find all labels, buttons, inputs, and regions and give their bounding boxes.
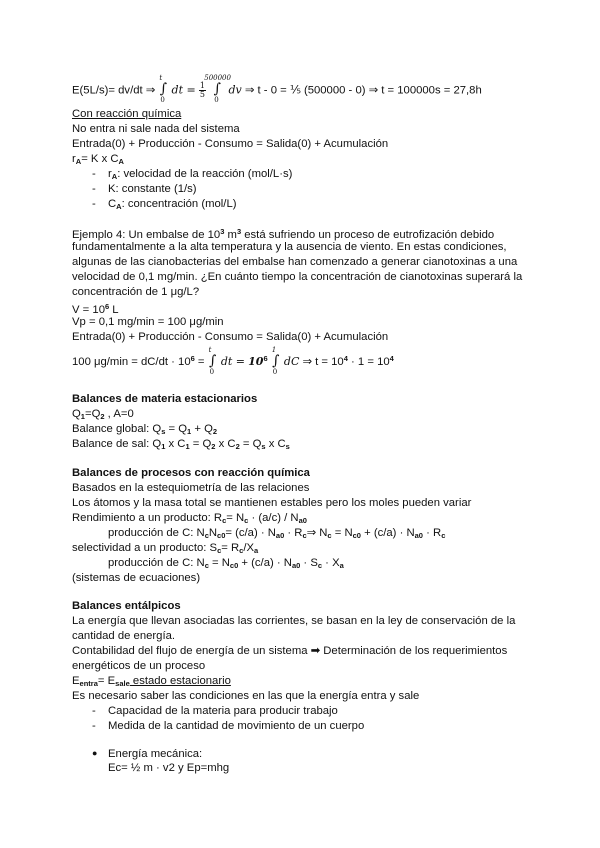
example-text: concentración de 1 μg/L? [72, 286, 200, 298]
text-line: (sistemas de ecuaciones) [72, 572, 201, 584]
example-text: velocidad de 0,1 mg/min. ¿En cuánto tiempo la concentración de cianotoxinas superará la [72, 271, 523, 283]
fraction: $\frac{1}{5}$ [199, 81, 205, 99]
section-heading-enthalpy: Balances entálpicos [72, 600, 181, 612]
selectivity-equation: selectividad a un producto: $S_c= R_c/X_a$ [72, 542, 259, 555]
integral-symbol: ∫ t 0 [159, 74, 168, 105]
production-equation: producción de C: $N_c = N_{c0} + (c/a) \cdot N_{a0} \cdot S_c \cdot X_a$ [108, 557, 344, 570]
text-line: cantidad de energía. [72, 630, 176, 642]
example-text: fundamentalmente a la alta temperatura y la ausencia de viento. En estas condiciones, [72, 241, 507, 253]
production-equation: producción de C: $N_cN_{c0}= (c/a) \cdot N_{a0}$ · $R_c\Rightarrow$ $N_c = N_{c0} + (c/a) \cdot N_{a0} \cdot R_c$ [108, 527, 446, 540]
list-item: - Medida de la cantidad de movimiento de un cuerpo [92, 720, 365, 732]
balance-equation: Entrada(0) + Producción - Consumo = Salida(0) + Acumulación [72, 331, 389, 343]
yield-equation: Rendimiento a un producto: $R_c= N_c \cdot (a/c) / N_{a0}$ [72, 512, 307, 525]
rate-equation: $r_A= K$ x $C_A$ [72, 153, 124, 166]
text-line: Basados en la estequiometría de las relaciones [72, 482, 310, 494]
section-heading-chemical: Balances de procesos con reacción química [72, 467, 310, 479]
text-line: La energía que llevan asociadas las corrientes, se basan en la ley de conservación de la [72, 615, 516, 627]
volume-line: $V = 10^6$ L [72, 302, 119, 316]
text-line: Contabilidad del flujo de energía de un sistema ➡ Determinación de los requerimientos [72, 645, 508, 657]
example-text: Ejemplo 4: Un embalse de $10^3$ $m^3$ está sufriendo un proceso de eutrofización debido [72, 227, 495, 241]
flow-equality: $Q_1=Q_2$ , A=0 [72, 408, 134, 421]
integral-symbol: ∫ 1 0 [271, 346, 280, 376]
integral-symbol: ∫ 500000 0 [204, 74, 231, 105]
example-text: algunas de las cianobacterias del embalse han comenzado a generar cianotoxinas a una [72, 256, 518, 268]
text-line: No entra ni sale nada del sistema [72, 123, 240, 135]
global-balance: Balance global: $Q_s = Q_1 + Q_2$ [72, 423, 218, 436]
equation-e5ls: E(5L/s)= dv/dt ⇒ ∫ t 0 dt = $\frac{1}{5}$ ∫ 500000 0 dv ⇒ t - 0 = ⅕ (500000 - 0) ⇒ t = 100000s = 27,8h [72, 74, 482, 105]
energy-equation: $E_{entra}= E_{sale}$ estado estacionario [72, 675, 231, 688]
balance-equation: Entrada(0) + Producción - Consumo = Salida(0) + Acumulación [72, 138, 389, 150]
mechanical-energy-formula: Ec= ½ m · v2 y Ep=mhg [108, 762, 230, 774]
section-heading-stationary: Balances de materia estacionarios [72, 393, 258, 405]
vp-line: Vp = 0,1 mg/min = 100 μg/min [72, 316, 224, 328]
text-line: Es necesario saber las condiciones en las que la energía entra y sale [72, 690, 420, 702]
text-line: Los átomos y la masa total se mantienen estables pero los moles pueden variar [72, 497, 472, 509]
list-item: - $r_A$: velocidad de la reacción (mol/L·s) [92, 168, 293, 181]
bullet-item: ● Energía mecánica: [92, 748, 203, 760]
calc-equation: 100 $\mu g/\min = dC/dt \cdot 10^6$ = ∫ t 0 dt = $10^6$ ∫ 1 0 dC ⇒ $t = 10^4 \cdot 1 = 10^4$ [72, 346, 394, 376]
list-item: - $C_A$: concentración (mol/L) [92, 198, 237, 211]
integral-symbol: ∫ t 0 [208, 346, 217, 376]
text-line: energéticos de un proceso [72, 660, 206, 672]
salt-balance: Balance de sal: $Q_1$ x $C_1 = Q_2$ x $C_2 = Q_s$ x $C_s$ [72, 438, 290, 451]
section-heading-reaction: Con reacción química [72, 108, 182, 120]
list-item: - Capacidad de la materia para producir trabajo [92, 705, 338, 717]
list-item: - K: constante (1/s) [92, 183, 197, 195]
